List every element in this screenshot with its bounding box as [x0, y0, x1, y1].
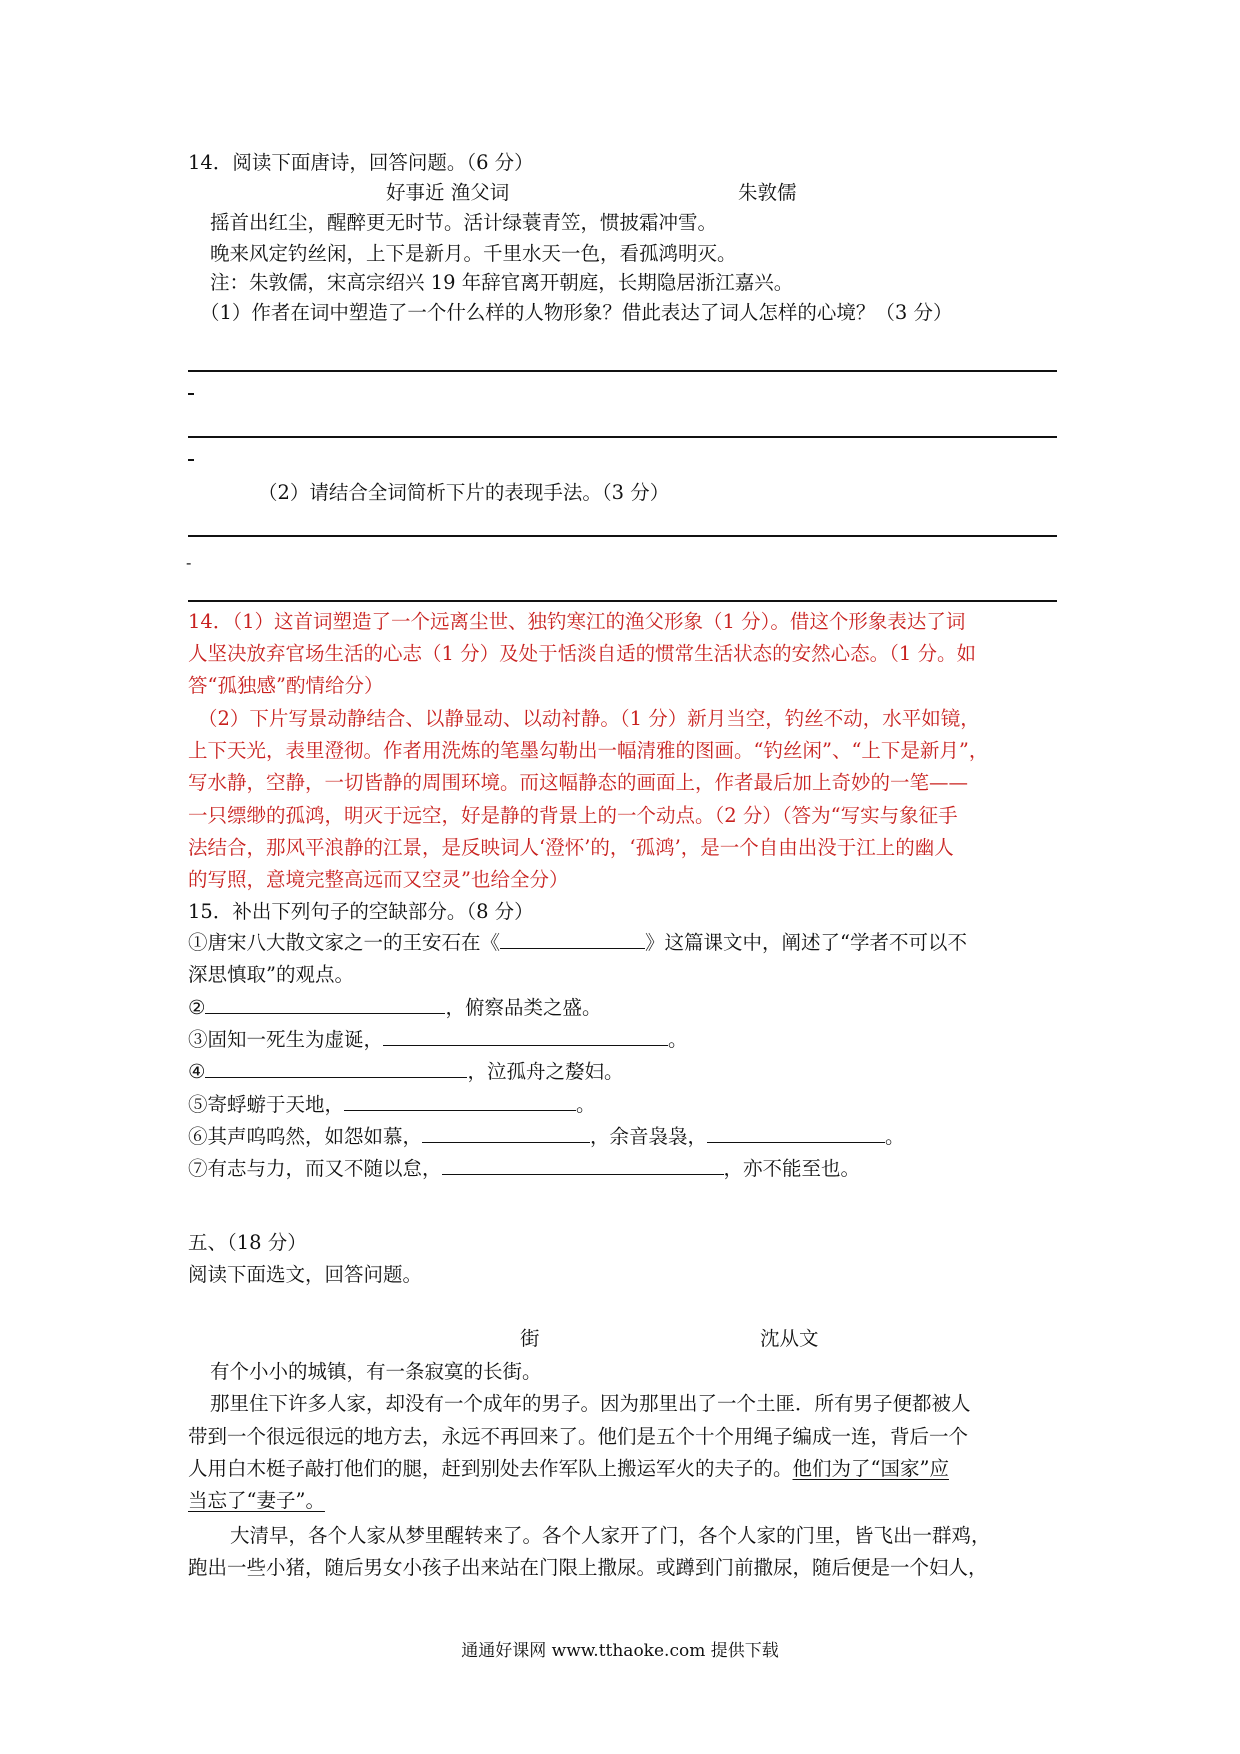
q14-sub1: （1）作者在词中塑造了一个什么样的人物形象？借此表达了词人怎样的心境？（3 分） [200, 301, 953, 324]
reading-line: 人用白木梃子敲打他们的腿，赶到别处去作军队上搬运军火的夫子的。他们为了“国家”应 [188, 1457, 949, 1480]
fill-blank[interactable] [500, 928, 645, 949]
q15-item-7: ⑦有志与力，而又不随以怠， ，亦不能至也。 [188, 1154, 860, 1184]
q15-item-2: ② ，俯察品类之盛。 [188, 993, 602, 1023]
fill-blank[interactable] [383, 1025, 668, 1046]
reading-line: 跑出一些小猪，随后男女小孩子出来站在门限上撒尿。或蹲到门前撒尿，随后便是一个妇人， [188, 1556, 988, 1579]
fill-blank[interactable] [422, 1122, 590, 1143]
underlined-sentence: 他们为了“国家”应 [792, 1457, 949, 1480]
section-5-heading: 五、（18 分） [188, 1231, 307, 1254]
answer-line [188, 600, 1057, 602]
fill-blank[interactable] [205, 993, 445, 1014]
fill-blank[interactable] [205, 1057, 467, 1078]
poem-line-2: 晚来风定钓丝闲，上下是新月。千里水天一色，看孤鸿明灭。 [210, 242, 737, 265]
answer-line [188, 535, 1057, 537]
answer-14-line: 人坚决放弃官场生活的心志（1 分）及处于恬淡自适的惯常生活状态的安然心态。（1 分。如 [188, 642, 976, 665]
fill-blank[interactable] [707, 1122, 885, 1143]
answer-line [188, 436, 1057, 438]
line-mark [188, 393, 194, 395]
reading-author: 沈从文 [760, 1327, 819, 1350]
q15-item-1-cont: 深思慎取”的观点。 [188, 963, 354, 986]
answer-line [188, 370, 1057, 372]
reading-title: 街 [520, 1327, 540, 1350]
poem-line-1: 摇首出红尘，醒醉更无时节。活计绿蓑青笠，惯披霜冲雪。 [210, 211, 718, 234]
reading-paragraph: 有个小小的城镇，有一条寂寞的长街。 [210, 1360, 542, 1383]
reading-paragraph: 那里住下许多人家，却没有一个成年的男子。因为那里出了一个土匪．所有男子便都被人 [210, 1392, 971, 1415]
answer-14-line: 法结合，那风平浪静的江景，是反映词人‘澄怀’的，‘孤鸿’，是一个自由出没于江上的幽人 [188, 836, 954, 859]
q14-sub2: （2）请结合全词简析下片的表现手法。（3 分） [258, 481, 670, 504]
q15-item-6: ⑥其声呜呜然，如怨如慕， ，余音袅袅， 。 [188, 1122, 905, 1152]
line-mark: - [186, 553, 192, 572]
q15-item-3: ③固知一死生为虚诞， 。 [188, 1025, 688, 1055]
answer-14-line: 14．（1）这首词塑造了一个远离尘世、独钓寒江的渔父形象（1 分）。借这个形象表达了词 [188, 610, 966, 633]
fill-blank[interactable] [344, 1090, 576, 1111]
answer-14-line: 答“孤独感”酌情给分） [188, 674, 384, 697]
section-5-instruction: 阅读下面选文，回答问题。 [188, 1263, 423, 1286]
page-footer: 通通好课网 www.tthaoke.com 提供下载 [461, 1641, 779, 1661]
reading-line: 带到一个很远很远的地方去，永远不再回来了。他们是五个十个用绳子编成一连，背后一个 [188, 1425, 969, 1448]
line-mark [188, 459, 194, 461]
fill-blank[interactable] [442, 1154, 724, 1175]
answer-14-line: 上下天光，表里澄彻。作者用洗炼的笔墨勾勒出一幅清雅的图画。“钓丝闲”、“上下是新月”， [188, 739, 989, 762]
answer-14-line: 一只缥缈的孤鸿，明灭于远空，好是静的背景上的一个动点。（2 分）（答为“写实与象征手 [188, 804, 958, 827]
answer-14-line: 的写照，意境完整高远而又空灵”也给全分） [188, 868, 569, 891]
underlined-sentence: 当忘了“妻子”。 [188, 1489, 325, 1512]
q15-item-1: ①唐宋八大散文家之一的王安石在《 》这篇课文中，阐述了“学者不可以不 [188, 928, 967, 958]
reading-paragraph: 大清早，各个人家从梦里醒转来了。各个人家开了门，各个人家的门里，皆飞出一群鸡， [230, 1524, 991, 1547]
q15-item-5: ⑤寄蜉蝣于天地， 。 [188, 1090, 596, 1120]
q14-title: 14．阅读下面唐诗，回答问题。（6 分） [188, 151, 534, 174]
poem-author: 朱敦儒 [738, 181, 797, 204]
poem-title: 好事近 渔父词 [386, 181, 510, 204]
answer-14-line: 写水静，空静，一切皆静的周围环境。而这幅静态的画面上，作者最后加上奇妙的一笔—— [188, 771, 969, 794]
q15-item-4: ④ ，泣孤舟之嫠妇。 [188, 1057, 624, 1087]
answer-14-line: （2）下片写景动静结合、以静显动、以动衬静。（1 分）新月当空，钓丝不动，水平如镜， [198, 707, 980, 730]
q15-title: 15．补出下列句子的空缺部分。（8 分） [188, 900, 534, 923]
poem-note: 注：朱敦儒，宋高宗绍兴 19 年辞官离开朝庭，长期隐居浙江嘉兴。 [210, 271, 794, 294]
